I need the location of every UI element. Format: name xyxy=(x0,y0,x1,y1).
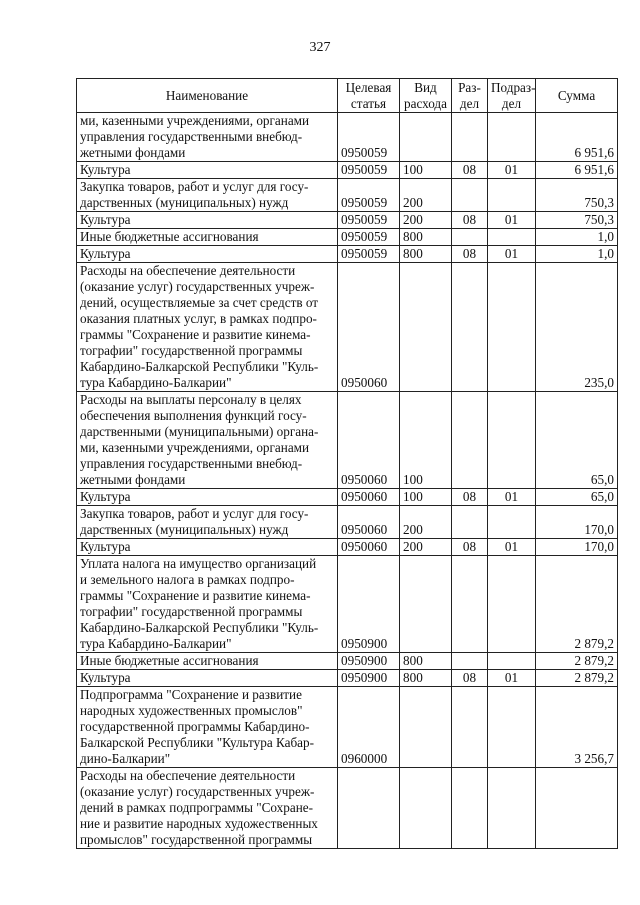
cell-name xyxy=(77,489,338,506)
table-row xyxy=(77,392,618,489)
cell-name xyxy=(77,556,338,653)
cell-subsection xyxy=(488,179,536,212)
table-row xyxy=(77,246,618,263)
cell-name xyxy=(77,768,338,849)
cell-type: 800 xyxy=(400,229,452,246)
cell-code: 0950059 xyxy=(338,212,400,229)
cell-type: 800 xyxy=(400,653,452,670)
header-type: Вид расхода xyxy=(400,79,452,113)
header-sum: Сумма xyxy=(536,79,618,113)
cell-name xyxy=(77,113,338,162)
header-section: Раз-дел xyxy=(452,79,488,113)
page-number: 327 xyxy=(309,40,331,55)
cell-type xyxy=(400,687,452,768)
row-name-text: Иные бюджетные ассигнования xyxy=(80,229,259,244)
row-name-text: Культура xyxy=(80,670,131,685)
table-row xyxy=(77,539,618,556)
cell-subsection xyxy=(488,229,536,246)
cell-subsection xyxy=(488,687,536,768)
cell-sum: 2 879,2 xyxy=(536,670,618,687)
cell-code: 0950060 xyxy=(338,489,400,506)
table-row xyxy=(77,229,618,246)
cell-sum: 2 879,2 xyxy=(536,653,618,670)
cell-code: 0950059 xyxy=(338,162,400,179)
header-name: Наименование xyxy=(77,79,338,113)
header-code: Целевая статья xyxy=(338,79,400,113)
row-name-text: Закупка товаров, работ и услуг для госу- дарственных (муниципальных) нужд xyxy=(80,506,309,537)
row-name-text: Уплата налога на имущество организаций и земельного налога в рамках подпро- граммы "Сохранение и развитие кинема- тографии" государственной программы Кабардино-Балкарской Республики "Куль- тура Кабардино-Балкарии" xyxy=(80,556,319,651)
cell-subsection: 01 xyxy=(488,162,536,179)
table-body xyxy=(77,113,618,849)
cell-type: 100 xyxy=(400,392,452,489)
cell-type xyxy=(400,556,452,653)
cell-type: 200 xyxy=(400,179,452,212)
cell-sum: 235,0 xyxy=(536,263,618,392)
cell-type xyxy=(400,768,452,849)
cell-section xyxy=(452,113,488,162)
cell-type: 200 xyxy=(400,212,452,229)
row-name-text: Расходы на выплаты персоналу в целях обеспечения выполнения функций госу- дарственными (муниципальными) органа- ми, казенными учреждениями, органами управления государственными внебюд- жетными фондами xyxy=(80,392,319,487)
cell-code: 0950060 xyxy=(338,392,400,489)
cell-name xyxy=(77,670,338,687)
cell-type: 100 xyxy=(400,162,452,179)
cell-subsection: 01 xyxy=(488,212,536,229)
cell-section xyxy=(452,392,488,489)
cell-section: 08 xyxy=(452,246,488,263)
table-row xyxy=(77,162,618,179)
table-row xyxy=(77,556,618,653)
cell-section xyxy=(452,506,488,539)
row-name-text: Культура xyxy=(80,212,131,227)
budget-table xyxy=(76,78,618,849)
cell-sum: 2 879,2 xyxy=(536,556,618,653)
row-name-text: Культура xyxy=(80,162,131,177)
row-name-text: Иные бюджетные ассигнования xyxy=(80,653,259,668)
cell-type: 200 xyxy=(400,506,452,539)
cell-section xyxy=(452,687,488,768)
cell-sum: 1,0 xyxy=(536,229,618,246)
table-row xyxy=(77,179,618,212)
table-row xyxy=(77,113,618,162)
cell-code: 0950900 xyxy=(338,653,400,670)
cell-name xyxy=(77,506,338,539)
cell-section xyxy=(452,179,488,212)
cell-subsection: 01 xyxy=(488,246,536,263)
cell-section: 08 xyxy=(452,489,488,506)
table-header-row xyxy=(77,79,618,113)
cell-code: 0950060 xyxy=(338,263,400,392)
cell-sum: 170,0 xyxy=(536,539,618,556)
row-name-text: Культура xyxy=(80,246,131,261)
table-row xyxy=(77,687,618,768)
cell-subsection xyxy=(488,653,536,670)
cell-name xyxy=(77,263,338,392)
cell-section xyxy=(452,229,488,246)
cell-sum: 750,3 xyxy=(536,179,618,212)
cell-code: 0960000 xyxy=(338,687,400,768)
cell-name xyxy=(77,162,338,179)
cell-code: 0950900 xyxy=(338,556,400,653)
cell-subsection xyxy=(488,768,536,849)
cell-name xyxy=(77,246,338,263)
cell-code: 0950059 xyxy=(338,179,400,212)
cell-section: 08 xyxy=(452,539,488,556)
cell-name xyxy=(77,392,338,489)
cell-name xyxy=(77,687,338,768)
cell-name xyxy=(77,539,338,556)
table-row xyxy=(77,506,618,539)
cell-sum: 1,0 xyxy=(536,246,618,263)
row-name-text: Расходы на обеспечение деятельности (оказание услуг) государственных учреж- дений в рамках подпрограммы "Сохране- ние и развитие народных художественных промыслов" государственной программы xyxy=(80,768,318,847)
cell-section xyxy=(452,768,488,849)
cell-sum: 6 951,6 xyxy=(536,113,618,162)
cell-code: 0950059 xyxy=(338,246,400,263)
row-name-text: Культура xyxy=(80,489,131,504)
cell-subsection xyxy=(488,263,536,392)
cell-subsection xyxy=(488,506,536,539)
cell-code: 0950060 xyxy=(338,506,400,539)
row-name-text: Закупка товаров, работ и услуг для госу- дарственных (муниципальных) нужд xyxy=(80,179,309,210)
cell-type: 100 xyxy=(400,489,452,506)
cell-section: 08 xyxy=(452,212,488,229)
header-subsection: Подраз-дел xyxy=(488,79,536,113)
cell-type: 800 xyxy=(400,246,452,263)
cell-section xyxy=(452,263,488,392)
cell-name xyxy=(77,212,338,229)
cell-section: 08 xyxy=(452,162,488,179)
row-name-text: Расходы на обеспечение деятельности (оказание услуг) государственных учреж- дений, осуществляемые за счет средств от оказания платных услуг, в рамках подпро- граммы "Сохранение и развитие кинема- тографии" государственной программы Кабардино-Балкарской Республики "Куль- тура Кабардино-Балкарии" xyxy=(80,263,319,390)
cell-name xyxy=(77,179,338,212)
cell-section: 08 xyxy=(452,670,488,687)
cell-subsection: 01 xyxy=(488,489,536,506)
cell-sum xyxy=(536,768,618,849)
table-row xyxy=(77,263,618,392)
cell-type xyxy=(400,113,452,162)
cell-name xyxy=(77,229,338,246)
row-name-text: Подпрограмма "Сохранение и развитие народных художественных промыслов" государственной программы Кабардино- Балкарской Республики "Культура Кабар- дино-Балкарии" xyxy=(80,687,315,766)
cell-sum: 3 256,7 xyxy=(536,687,618,768)
cell-section xyxy=(452,556,488,653)
cell-sum: 170,0 xyxy=(536,506,618,539)
cell-subsection: 01 xyxy=(488,539,536,556)
cell-code xyxy=(338,768,400,849)
cell-subsection: 01 xyxy=(488,670,536,687)
cell-name xyxy=(77,653,338,670)
cell-sum: 65,0 xyxy=(536,489,618,506)
cell-sum: 750,3 xyxy=(536,212,618,229)
cell-section xyxy=(452,653,488,670)
cell-subsection xyxy=(488,556,536,653)
table-row xyxy=(77,653,618,670)
row-name-text: Культура xyxy=(80,539,131,554)
cell-subsection xyxy=(488,392,536,489)
table-row xyxy=(77,212,618,229)
cell-sum: 6 951,6 xyxy=(536,162,618,179)
cell-code: 0950059 xyxy=(338,229,400,246)
row-name-text: ми, казенными учреждениями, органами управления государственными внебюд- жетными фондами xyxy=(80,113,310,160)
cell-code: 0950059 xyxy=(338,113,400,162)
cell-code: 0950060 xyxy=(338,539,400,556)
cell-type: 800 xyxy=(400,670,452,687)
table-row xyxy=(77,670,618,687)
cell-sum: 65,0 xyxy=(536,392,618,489)
cell-code: 0950900 xyxy=(338,670,400,687)
table-row xyxy=(77,489,618,506)
cell-subsection xyxy=(488,113,536,162)
cell-type: 200 xyxy=(400,539,452,556)
cell-type xyxy=(400,263,452,392)
table-row xyxy=(77,768,618,849)
